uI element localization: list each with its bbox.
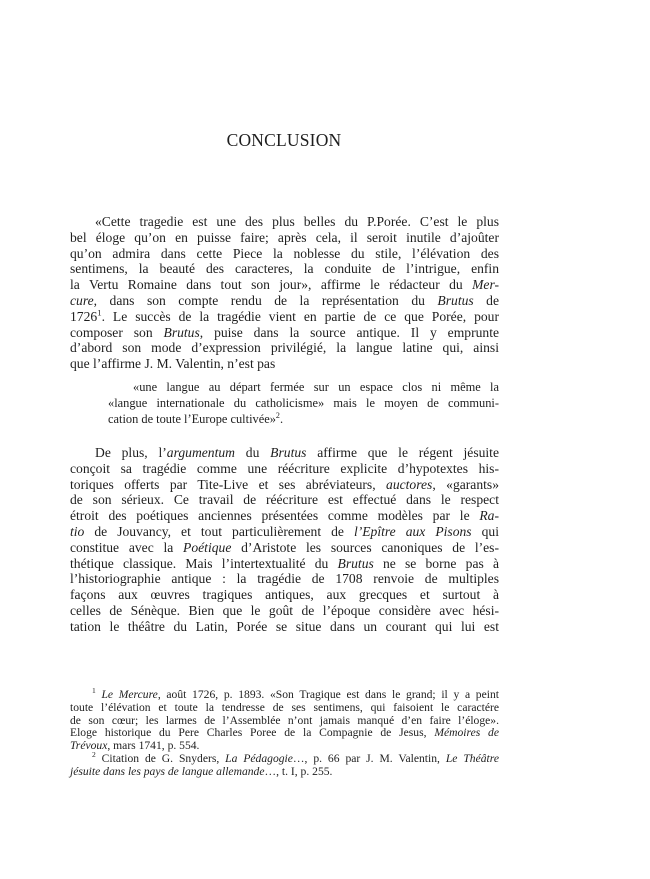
italic-text: Ra- (479, 508, 499, 524)
footnote-reference: 1 (92, 686, 96, 696)
text-line (70, 261, 499, 277)
italic-text: argumentum (166, 445, 235, 460)
block-quote (108, 380, 499, 427)
italic-text: auctores (386, 476, 433, 492)
text-line (70, 540, 499, 556)
text-line (70, 508, 499, 524)
text-line (70, 277, 499, 293)
text-line (70, 340, 499, 356)
text-run: qu’on admira dans cette Piece la noblesse du stile, l’élévation des (70, 245, 499, 261)
text-run: , août 1726, p. 1893. «Son Tragique est dans le grand; il y a peint (157, 688, 499, 701)
text-run: «une langue au départ fermée sur un espace clos ni même la (133, 380, 499, 394)
text-run: la Vertu Romaine dans tout son jour», affirme le rédacteur du (70, 277, 473, 293)
text-line (70, 461, 499, 477)
text-run: …, t. I, p. 255. (264, 764, 333, 778)
text-line (70, 556, 499, 572)
italic-text: La Pédagogie (225, 751, 293, 765)
italic-text: Mémoires de (434, 726, 499, 740)
italic-text: l’Epître aux Pisons (353, 523, 472, 539)
text-line (70, 309, 499, 325)
text-line (70, 293, 499, 309)
footnote-line (70, 766, 499, 779)
text-run: , puise dans la source antique. Il y emprunte (199, 324, 499, 340)
text-run: de son sérieux. Ce travail de réécriture est effectué dans le respect (70, 492, 499, 508)
text-run: du (235, 445, 271, 460)
text-run: étroit des poétiques anciennes présentées comme modèles par le (70, 508, 480, 524)
text-run: . Le succès de la tragédie vient en partie de ce que Porée, pour (101, 308, 499, 324)
text-line (70, 603, 499, 619)
text-run: tation le théâtre du Latin, Porée se situe dans un courant qui lui est (70, 618, 499, 634)
text-run: cation de toute l’Europe cultivée» (108, 411, 276, 426)
italic-text: Brutus (270, 445, 307, 460)
text-run: …, p. 66 par J. M. Valentin, (292, 751, 446, 765)
text-run: «langue internationale du catholicisme» mais le moyen de communi- (108, 395, 499, 410)
chapter-title: CONCLUSION (226, 130, 342, 150)
text-run: ne se borne pas à (373, 555, 499, 571)
text-line (70, 214, 499, 230)
italic-text: Brutus (337, 555, 374, 571)
text-line (70, 571, 499, 587)
text-line (70, 246, 499, 262)
text-run: constitue avec la (70, 539, 184, 555)
text-run: toute l’élévation et toute la tendresse de ses sentimens, qui faisoient le caractére (70, 700, 499, 714)
text-run: de Jouvancy, et tout particulièrement de (84, 523, 354, 539)
text-run: bel éloge qu’on en puisse faire; après cela, il seroit inutile d’ajoûter (70, 229, 499, 245)
text-run: composer son (70, 324, 164, 340)
text-line (70, 356, 499, 372)
text-run: celles de Sénèque. Bien que le goût de l’époque considère avec hési- (70, 602, 499, 618)
text-run: De plus, l’ (95, 445, 167, 460)
italic-text: cure (70, 292, 94, 308)
text-run: Eloge historique du Pere Charles Poree de la Compagnie de Jesus, (70, 726, 435, 740)
italic-text: Brutus (437, 292, 474, 308)
italic-text: Poétique (183, 539, 232, 555)
text-line (70, 230, 499, 246)
text-line (108, 380, 499, 396)
text-line (108, 396, 499, 412)
text-line (70, 524, 499, 540)
text-run: Citation de G. Snyders, (95, 751, 226, 765)
footnote-reference: 2 (92, 750, 96, 760)
italic-text: Mer- (472, 277, 499, 293)
text-run: de son cœur; les larmes de l’Assemblée n’ont jamais manqué d’en faire l’éloge». (70, 713, 499, 727)
text-run: conçoit sa tragédie comme une réécriture explicite d’hypotextes his- (70, 460, 499, 476)
text-line (70, 587, 499, 603)
text-run: «Cette tragedie est une des plus belles du P.Porée. C’est le plus (95, 214, 499, 229)
italic-text: Le Mercure (101, 688, 158, 701)
text-run: l’historiographie antique : la tragédie de 1708 renvoie de multiples (70, 571, 499, 587)
text-run: d’Aristote les sources canoniques de l’es- (231, 539, 500, 555)
text-run: qui (471, 523, 499, 539)
text-run: que l’affirme J. M. Valentin, n’est pas (70, 356, 276, 372)
text-run: d’abord son mode d’expression privilégié, la langue latine qui, ainsi (70, 340, 499, 356)
footnotes (70, 686, 499, 779)
text-run: sentimens, la beauté des caracteres, la conduite de l’intrigue, enfin (70, 261, 499, 277)
text-run: , «garants» (432, 476, 499, 492)
text-run: , dans son compte rendu de la représentation du (93, 292, 438, 308)
paragraph-2 (70, 445, 499, 635)
text-run: thétique classique. Mais l’intertextualité du (70, 555, 338, 571)
footnote-reference: 1 (97, 307, 102, 318)
italic-text: Le Théâtre (445, 751, 499, 765)
text-line (70, 492, 499, 508)
text-run: , mars 1741, p. 554. (107, 739, 200, 753)
italic-text: Trévoux (70, 739, 108, 753)
italic-text: tio (70, 523, 85, 539)
text-run: façons aux œuvres tragiques antiques, aux grecques et surtout à (70, 587, 499, 603)
text-run: affirme que le régent jésuite (306, 445, 499, 460)
text-line (70, 325, 499, 341)
text-run: de (473, 292, 500, 308)
text-line (70, 477, 499, 493)
text-line (70, 619, 499, 635)
footnote-reference: 2 (275, 410, 280, 420)
text-run: 1726 (70, 308, 98, 324)
text-line (70, 445, 499, 461)
text-line (108, 412, 499, 428)
text-run: toriques offerts par Tite-Live et ses abréviateurs, (70, 476, 387, 492)
italic-text: jésuite dans les pays de langue allemande (70, 764, 265, 778)
paragraph-1 (70, 214, 499, 372)
text-run: . (279, 411, 284, 426)
italic-text: Brutus (163, 324, 200, 340)
